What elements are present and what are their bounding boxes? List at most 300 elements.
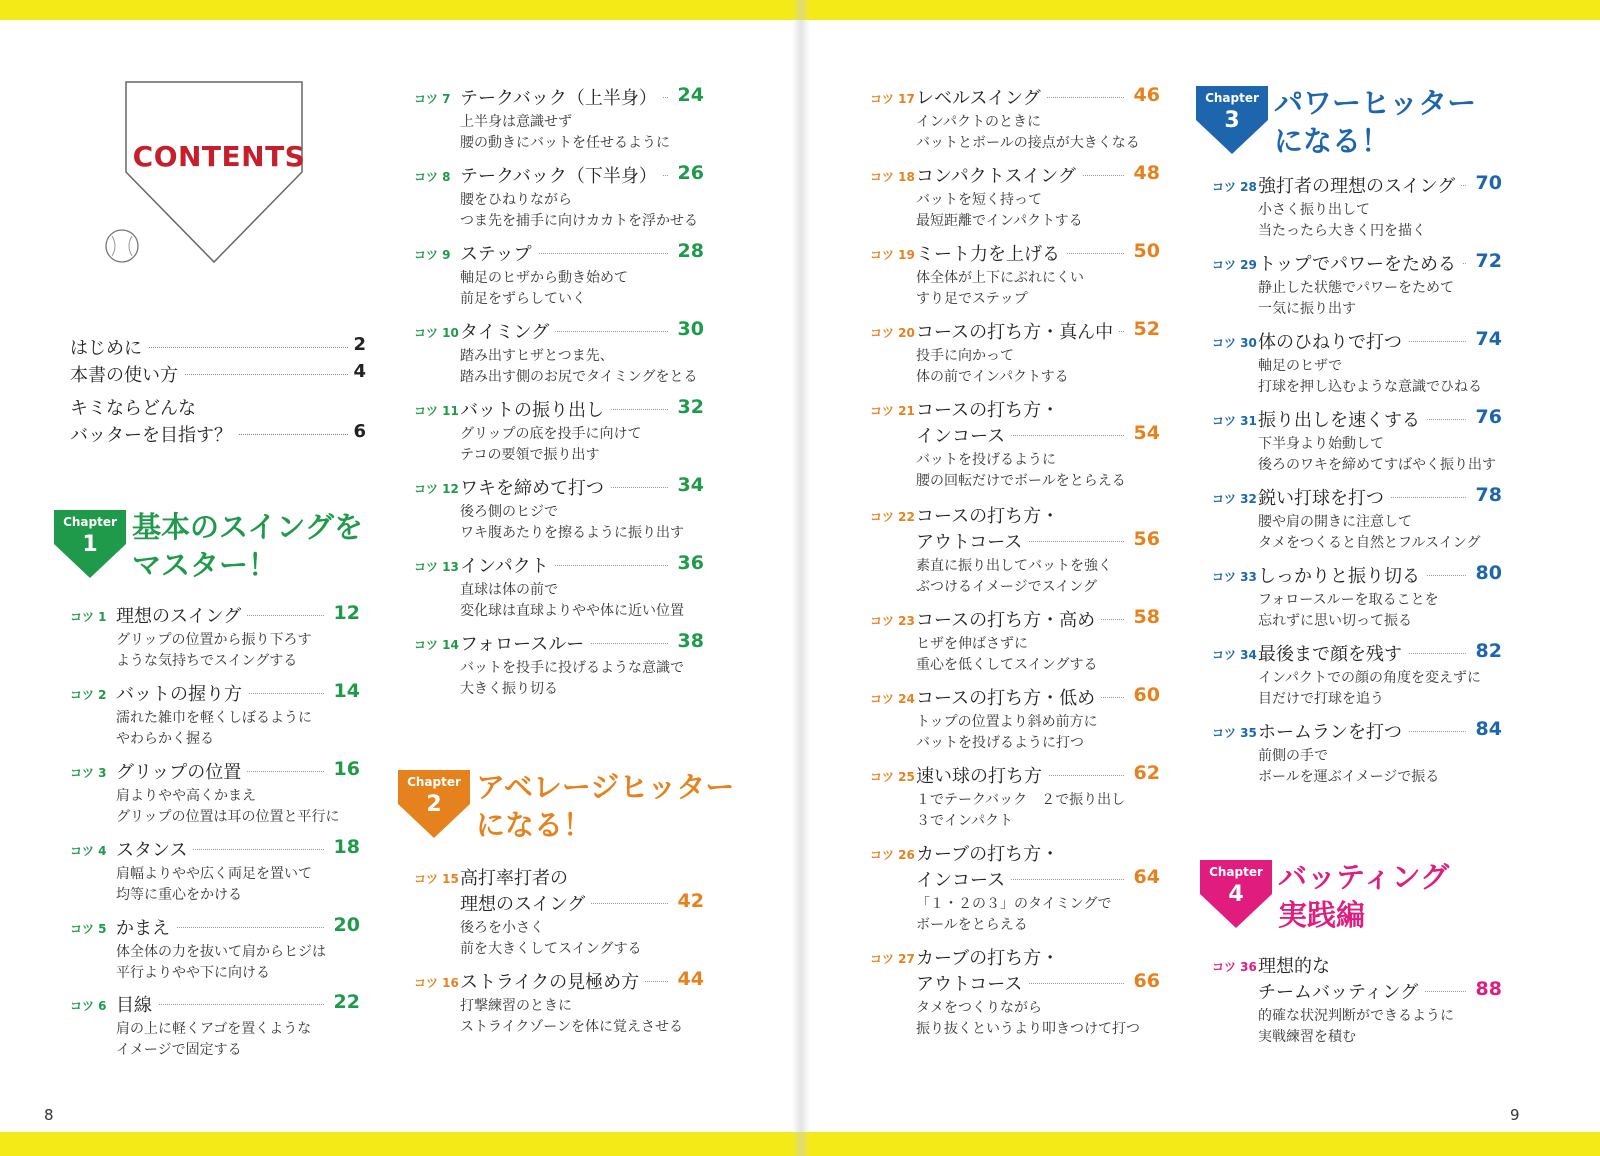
chapter-number: 2 — [426, 792, 442, 817]
tip-number: コツ 23 — [870, 614, 915, 628]
tip-title: しっかりと振り切る — [1258, 562, 1426, 588]
tip-description-line1: インパクトのときに — [916, 114, 1042, 130]
tip-description — [460, 918, 641, 960]
tip-heading — [460, 968, 704, 994]
tip-entry[interactable] — [870, 84, 1160, 160]
chapter-number: 4 — [1228, 882, 1244, 907]
tip-description — [460, 502, 684, 544]
tip-description-line2: ぶつけるイメージでスイング — [916, 579, 1098, 595]
tip-number: コツ 32 — [1212, 492, 1257, 506]
tip-page: 88 — [1472, 978, 1502, 1000]
tip-description-line1: バットを投手に投げるような意識で — [460, 660, 684, 676]
front-matter-page: 4 — [353, 361, 366, 382]
tip-entry[interactable] — [870, 502, 1160, 602]
front-matter-title: はじめに — [70, 334, 148, 360]
tip-page: 78 — [1472, 484, 1502, 506]
tip-heading — [916, 240, 1160, 266]
tip-entry[interactable] — [414, 240, 704, 316]
tip-entry[interactable] — [1212, 952, 1502, 1052]
tip-entry[interactable] — [70, 602, 360, 678]
tip-description-line2: 踏み出す側のお尻でタイミングをとる — [460, 369, 698, 385]
tip-page: 80 — [1472, 562, 1502, 584]
tip-description-line1: 腰をひねりながら — [460, 192, 572, 208]
tip-page: 54 — [1130, 422, 1160, 444]
tip-description — [916, 790, 1125, 832]
tip-description-line2: 重心を低くしてスイングする — [916, 657, 1098, 673]
front-matter-title: 本書の使い方 — [70, 361, 184, 387]
tip-page: 36 — [674, 552, 704, 574]
contents-title: CONTENTS — [132, 140, 306, 173]
tip-description — [116, 630, 311, 672]
tip-number: コツ 21 — [870, 404, 915, 418]
tip-number: コツ 9 — [414, 248, 451, 262]
tip-description-line2: ボールを運ぶイメージで振る — [1258, 769, 1440, 785]
tip-description-line2: バットとボールの接点が大きくなる — [916, 135, 1140, 151]
tip-entry[interactable] — [414, 968, 704, 1044]
tip-page: 84 — [1472, 718, 1502, 740]
tip-number: コツ 35 — [1212, 726, 1257, 740]
tip-description — [916, 268, 1084, 310]
tip-description-line1: 後ろを小さく — [460, 920, 544, 936]
chapter-title-line2: になる！ — [476, 808, 593, 842]
tip-title: ホームランを打つ — [1258, 718, 1408, 744]
tip-description — [460, 190, 698, 232]
tip-description — [916, 712, 1098, 754]
tip-page: 30 — [674, 318, 704, 340]
tip-entry[interactable] — [870, 162, 1160, 238]
chapter-label: Chapter — [1209, 865, 1263, 879]
tip-description — [116, 786, 339, 828]
tip-description-line1: 肩よりやや高くかまえ — [116, 788, 256, 804]
tip-entry[interactable] — [70, 991, 360, 1067]
tip-entry[interactable] — [870, 684, 1160, 760]
tip-entry[interactable] — [870, 318, 1160, 394]
chapter-title-line1: バッティング — [1278, 860, 1450, 894]
tip-description-line1: タメをつくりながら — [916, 1000, 1042, 1016]
tip-description-line2: 大きく振り切る — [460, 681, 558, 697]
chapter-title-line1: パワーヒッター — [1274, 86, 1477, 120]
tip-description — [1258, 746, 1439, 788]
tip-entry[interactable] — [870, 944, 1160, 1044]
tip-title: グリップの位置 — [116, 758, 247, 784]
tip-number: コツ 17 — [870, 92, 915, 106]
tip-entry[interactable] — [1212, 172, 1502, 248]
tip-number: コツ 12 — [414, 482, 459, 496]
tip-number: コツ 1 — [70, 610, 107, 624]
tip-heading — [1258, 978, 1502, 1004]
tip-description-line2: 後ろのワキを締めてすばやく振り出す — [1258, 457, 1496, 473]
tip-description — [916, 450, 1126, 492]
tip-description — [1258, 278, 1454, 320]
tip-page: 18 — [330, 836, 360, 858]
tip-description-line1: 腰や肩の開きに注意して — [1258, 514, 1412, 530]
tip-description — [916, 894, 1111, 936]
tip-description-line1: フォロースルーを取ることを — [1258, 592, 1439, 608]
page-gutter — [792, 0, 810, 1156]
tip-description-line2: 体の前でインパクトする — [916, 369, 1069, 385]
front-matter-row[interactable] — [70, 361, 366, 388]
tip-entry[interactable] — [70, 758, 360, 834]
tip-description-line2: 平行よりやや下に向ける — [116, 965, 270, 981]
tip-number: コツ 15 — [414, 872, 459, 886]
tip-entry[interactable] — [870, 396, 1160, 496]
front-matter-page: 2 — [353, 334, 366, 355]
tip-number: コツ 10 — [414, 326, 459, 340]
tip-heading — [916, 528, 1160, 554]
page-number-left: 8 — [44, 1106, 54, 1124]
tip-description-line1: 体全体が上下にぶれにくい — [916, 270, 1084, 286]
tip-page: 22 — [330, 991, 360, 1013]
tip-heading — [460, 240, 704, 266]
tip-title-line2: インコース — [916, 866, 1011, 892]
tip-page: 34 — [674, 474, 704, 496]
tip-title: タイミング — [460, 318, 555, 344]
tip-title-line2: 理想のスイング — [460, 890, 591, 916]
tip-heading — [916, 162, 1160, 188]
tip-heading-line1 — [460, 864, 704, 890]
tip-description-line2: ３でインパクト — [916, 813, 1014, 829]
tip-entry[interactable] — [414, 318, 704, 394]
tip-title: ストライクの見極め方 — [460, 968, 645, 994]
tip-page: 56 — [1130, 528, 1160, 550]
tip-heading — [1258, 250, 1502, 276]
tip-entry[interactable] — [70, 836, 360, 912]
tip-description — [1258, 200, 1426, 242]
tip-entry[interactable] — [414, 396, 704, 472]
tip-title: バットの振り出し — [460, 396, 610, 422]
tip-page: 24 — [674, 84, 704, 106]
tip-number: コツ 34 — [1212, 648, 1257, 662]
tip-page: 70 — [1472, 172, 1502, 194]
tip-description-line1: 的確な状況判断ができるように — [1258, 1008, 1454, 1024]
tip-heading — [916, 684, 1160, 710]
front-matter-title: キミならどんな — [70, 394, 202, 420]
tip-title: コンパクトスイング — [916, 162, 1082, 188]
front-matter-row[interactable] — [70, 394, 366, 421]
tip-description — [1258, 590, 1439, 632]
tip-description — [916, 634, 1097, 676]
front-matter-list — [70, 334, 366, 448]
tip-title: カーブの打ち方・ — [916, 840, 1065, 866]
tip-description-line1: 投手に向かって — [916, 348, 1014, 364]
tip-description-line2: 変化球は直球よりやや体に近い位置 — [460, 603, 684, 619]
tip-heading — [1258, 562, 1502, 588]
tip-description-line2: 当たったら大きく円を描く — [1258, 223, 1426, 239]
chapter-number: 1 — [82, 532, 98, 557]
tip-description — [1258, 356, 1482, 398]
tip-description — [916, 998, 1140, 1040]
tip-heading — [1258, 406, 1502, 432]
tip-description-line2: 一気に振り出す — [1258, 301, 1356, 317]
tip-description-line2: 実戦練習を積む — [1258, 1029, 1356, 1045]
tip-number: コツ 6 — [70, 999, 107, 1013]
tip-heading — [460, 396, 704, 422]
tip-entry[interactable] — [1212, 484, 1502, 560]
tip-description-line2: 均等に重心をかける — [116, 887, 242, 903]
tip-description-line1: グリップの底を投手に向けて — [460, 426, 642, 442]
tip-entry[interactable] — [870, 840, 1160, 940]
tip-entry[interactable] — [1212, 718, 1502, 794]
tip-description-line1: ヒザを伸ばさずに — [916, 636, 1028, 652]
tip-title-line2: インコース — [916, 422, 1011, 448]
tip-entry[interactable] — [414, 84, 704, 160]
tip-heading — [460, 162, 704, 188]
tip-title: ワキを締めて打つ — [460, 474, 610, 500]
tip-title-line2: アウトコース — [916, 528, 1028, 554]
tip-heading — [916, 762, 1160, 788]
tip-heading — [460, 318, 704, 344]
chapter-number: 3 — [1224, 108, 1240, 133]
tip-heading — [116, 914, 360, 940]
tip-description — [116, 864, 312, 906]
tip-number: コツ 22 — [870, 510, 915, 524]
tip-heading — [916, 422, 1160, 448]
tip-entry[interactable] — [1212, 328, 1502, 404]
tip-heading-line1 — [916, 502, 1160, 528]
tip-description — [116, 942, 326, 984]
tip-number: コツ 3 — [70, 766, 107, 780]
tip-heading — [916, 606, 1160, 632]
tip-title: コースの打ち方・高め — [916, 606, 1101, 632]
tip-description-line1: 前側の手で — [1258, 748, 1328, 764]
tip-description — [460, 424, 641, 466]
tip-heading — [1258, 718, 1502, 744]
tip-page: 74 — [1472, 328, 1502, 350]
tip-number: コツ 2 — [70, 688, 107, 702]
tip-heading-line1 — [916, 396, 1160, 422]
tip-title: 振り出しを速くする — [1258, 406, 1426, 432]
tip-title: レベルスイング — [916, 84, 1047, 110]
tip-description — [916, 556, 1112, 598]
tip-description — [116, 708, 312, 750]
tip-description-line2: 振り抜くというより叩きつけて打つ — [916, 1021, 1140, 1037]
chapter-label: Chapter — [63, 515, 117, 529]
tip-description-line1: インパクトでの顔の角度を変えずに — [1258, 670, 1482, 686]
tip-heading — [1258, 328, 1502, 354]
tip-heading — [116, 602, 360, 628]
tip-description — [916, 346, 1069, 388]
tip-description — [460, 658, 684, 700]
tip-page: 66 — [1130, 970, 1160, 992]
tip-title: 最後まで顔を残す — [1258, 640, 1408, 666]
tip-heading — [460, 84, 704, 110]
tip-heading-line1 — [1258, 952, 1502, 978]
tip-heading — [116, 680, 360, 706]
tip-entry[interactable] — [870, 606, 1160, 682]
tip-description — [1258, 512, 1480, 554]
tip-description-line2: 打球を押し込むような意識でひねる — [1258, 379, 1482, 395]
tip-number: コツ 28 — [1212, 180, 1257, 194]
tip-title: テークバック（上半身） — [460, 84, 663, 110]
tip-number: コツ 31 — [1212, 414, 1257, 428]
tip-description-line1: 踏み出すヒザとつま先、 — [460, 348, 614, 364]
tip-number: コツ 24 — [870, 692, 915, 706]
tip-page: 76 — [1472, 406, 1502, 428]
tip-description-line2: ような気持ちでスイングする — [116, 653, 298, 669]
tip-entry[interactable] — [870, 762, 1160, 838]
tip-number: コツ 18 — [870, 170, 915, 184]
tip-number: コツ 25 — [870, 770, 915, 784]
tip-heading — [916, 970, 1160, 996]
tip-description-line1: バットを短く持って — [916, 192, 1042, 208]
chapter-badge — [54, 510, 126, 578]
tip-title: コースの打ち方・ — [916, 396, 1065, 422]
tip-description — [460, 112, 670, 154]
tip-number: コツ 13 — [414, 560, 459, 574]
chapter-title — [1274, 84, 1476, 160]
tip-title: 鋭い打球を打つ — [1258, 484, 1390, 510]
tip-number: コツ 8 — [414, 170, 451, 184]
tip-entry[interactable] — [414, 474, 704, 550]
tip-entry[interactable] — [70, 914, 360, 990]
chapter-title — [132, 508, 363, 584]
chapter-badge — [1200, 860, 1272, 928]
chapter-title-line2: マスター！ — [132, 548, 278, 582]
tip-title: 高打率打者の — [460, 864, 574, 890]
front-matter-row[interactable] — [70, 334, 366, 361]
tip-description-line1: 軸足のヒザで — [1258, 358, 1342, 374]
tip-number: コツ 19 — [870, 248, 915, 262]
tip-description-line2: グリップの位置は耳の位置と平行に — [116, 809, 340, 825]
tip-entry[interactable] — [870, 240, 1160, 316]
chapter-label: Chapter — [1205, 91, 1259, 105]
tip-description-line1: グリップの位置から振り下ろす — [116, 632, 312, 648]
tip-entry[interactable] — [1212, 250, 1502, 326]
chapter-badge — [1196, 86, 1268, 154]
tip-description-line2: バットを投げるように打つ — [916, 735, 1084, 751]
tip-title: インパクト — [460, 552, 555, 578]
tip-description-line2: イメージで固定する — [116, 1042, 242, 1058]
tip-page: 26 — [674, 162, 704, 184]
tip-description-line1: 静止した状態でパワーをためて — [1258, 280, 1454, 296]
tip-page: 48 — [1130, 162, 1160, 184]
tip-title: ミート力を上げる — [916, 240, 1066, 266]
tip-heading-line1 — [916, 840, 1160, 866]
tip-description-line1: 打撃練習のときに — [460, 998, 572, 1014]
tip-title: 強打者の理想のスイング — [1258, 172, 1461, 198]
tip-description — [916, 112, 1140, 154]
front-matter-title: バッターを目指す？ — [70, 421, 238, 447]
tip-entry[interactable] — [70, 680, 360, 756]
tip-heading — [916, 866, 1160, 892]
tip-title: スタンス — [116, 836, 193, 862]
tip-number: コツ 27 — [870, 952, 915, 966]
tip-entry[interactable] — [414, 630, 704, 706]
tip-title: 目線 — [116, 991, 158, 1017]
tip-page: 52 — [1130, 318, 1160, 340]
tip-title: 理想のスイング — [116, 602, 247, 628]
tip-entry[interactable] — [1212, 562, 1502, 638]
tip-page: 32 — [674, 396, 704, 418]
page-number-right: 9 — [1510, 1106, 1520, 1124]
tip-heading — [916, 84, 1160, 110]
tip-title: 理想的な — [1258, 952, 1336, 978]
tip-description-line1: トップの位置より斜め前方に — [916, 714, 1098, 730]
tip-heading-line1 — [916, 944, 1160, 970]
tip-description — [460, 580, 684, 622]
tip-description-line1: 「１・２の３」のタイミングで — [916, 896, 1112, 912]
tip-title: コースの打ち方・真ん中 — [916, 318, 1119, 344]
tip-heading — [116, 758, 360, 784]
tip-number: コツ 30 — [1212, 336, 1257, 350]
tip-number: コツ 11 — [414, 404, 459, 418]
tip-page: 58 — [1130, 606, 1160, 628]
tip-heading — [916, 318, 1160, 344]
tip-number: コツ 14 — [414, 638, 459, 652]
tip-heading — [460, 474, 704, 500]
tip-description-line1: 素直に振り出してバットを強く — [916, 558, 1112, 574]
tip-description — [460, 346, 697, 388]
baseball-icon — [104, 228, 140, 264]
tip-page: 42 — [674, 890, 704, 912]
tip-description-line2: 忘れずに思い切って振る — [1258, 613, 1412, 629]
tip-title: 体のひねりで打つ — [1258, 328, 1408, 354]
tip-description — [1258, 1006, 1454, 1048]
tip-page: 62 — [1130, 762, 1160, 784]
tip-description-line1: 小さく振り出して — [1258, 202, 1370, 218]
tip-page: 72 — [1472, 250, 1502, 272]
tip-entry[interactable] — [414, 864, 704, 964]
tip-title-line2: アウトコース — [916, 970, 1028, 996]
front-matter-page: 6 — [353, 421, 366, 442]
tip-title-line2: チームバッティング — [1258, 978, 1424, 1004]
tip-entry[interactable] — [1212, 406, 1502, 482]
chapter-title-line2: 実践編 — [1278, 898, 1366, 932]
tip-page: 16 — [330, 758, 360, 780]
tip-entry[interactable] — [414, 162, 704, 238]
chapter-title-line2: になる！ — [1274, 124, 1391, 158]
tip-description-line1: 下半身より始動して — [1258, 436, 1384, 452]
front-matter-row[interactable] — [70, 421, 366, 448]
tip-description-line1: 濡れた雑巾を軽くしぼるように — [116, 710, 312, 726]
tip-heading — [1258, 640, 1502, 666]
tip-description — [460, 996, 683, 1038]
tip-page: 28 — [674, 240, 704, 262]
tip-description-line2: タメをつくると自然とフルスイング — [1258, 535, 1481, 551]
tip-description-line1: バットを投げるように — [916, 452, 1056, 468]
tip-heading — [116, 836, 360, 862]
tip-description — [1258, 434, 1496, 476]
home-plate-icon — [124, 80, 314, 270]
tip-title: かまえ — [116, 914, 176, 940]
chapter-label: Chapter — [407, 775, 461, 789]
tip-entry[interactable] — [1212, 640, 1502, 716]
tip-page: 46 — [1130, 84, 1160, 106]
tip-heading — [460, 630, 704, 656]
tip-description-line2: ストライクゾーンを体に覚えさせる — [460, 1019, 684, 1035]
tip-title: 速い球の打ち方 — [916, 762, 1048, 788]
tip-description-line2: つま先を捕手に向けカカトを浮かせる — [460, 213, 698, 229]
tip-number: コツ 4 — [70, 844, 107, 858]
chapter-badge — [398, 770, 470, 838]
tip-heading — [116, 991, 360, 1017]
tip-title: カーブの打ち方・ — [916, 944, 1065, 970]
tip-heading — [460, 552, 704, 578]
tip-heading — [1258, 484, 1502, 510]
tip-number: コツ 16 — [414, 976, 459, 990]
tip-description — [116, 1019, 311, 1061]
tip-number: コツ 36 — [1212, 960, 1257, 974]
tip-entry[interactable] — [414, 552, 704, 628]
tip-page: 50 — [1130, 240, 1160, 262]
tip-page: 60 — [1130, 684, 1160, 706]
tip-description — [1258, 668, 1481, 710]
tip-description-line2: ワキ腹あたりを擦るように振り出す — [460, 525, 684, 541]
tip-title: トップでパワーをためる — [1258, 250, 1462, 276]
tip-description-line1: 体全体の力を抜いて肩からヒジは — [116, 944, 326, 960]
tip-description-line1: １でテークバック ２で振り出し — [916, 792, 1126, 808]
tip-title: ステップ — [460, 240, 538, 266]
